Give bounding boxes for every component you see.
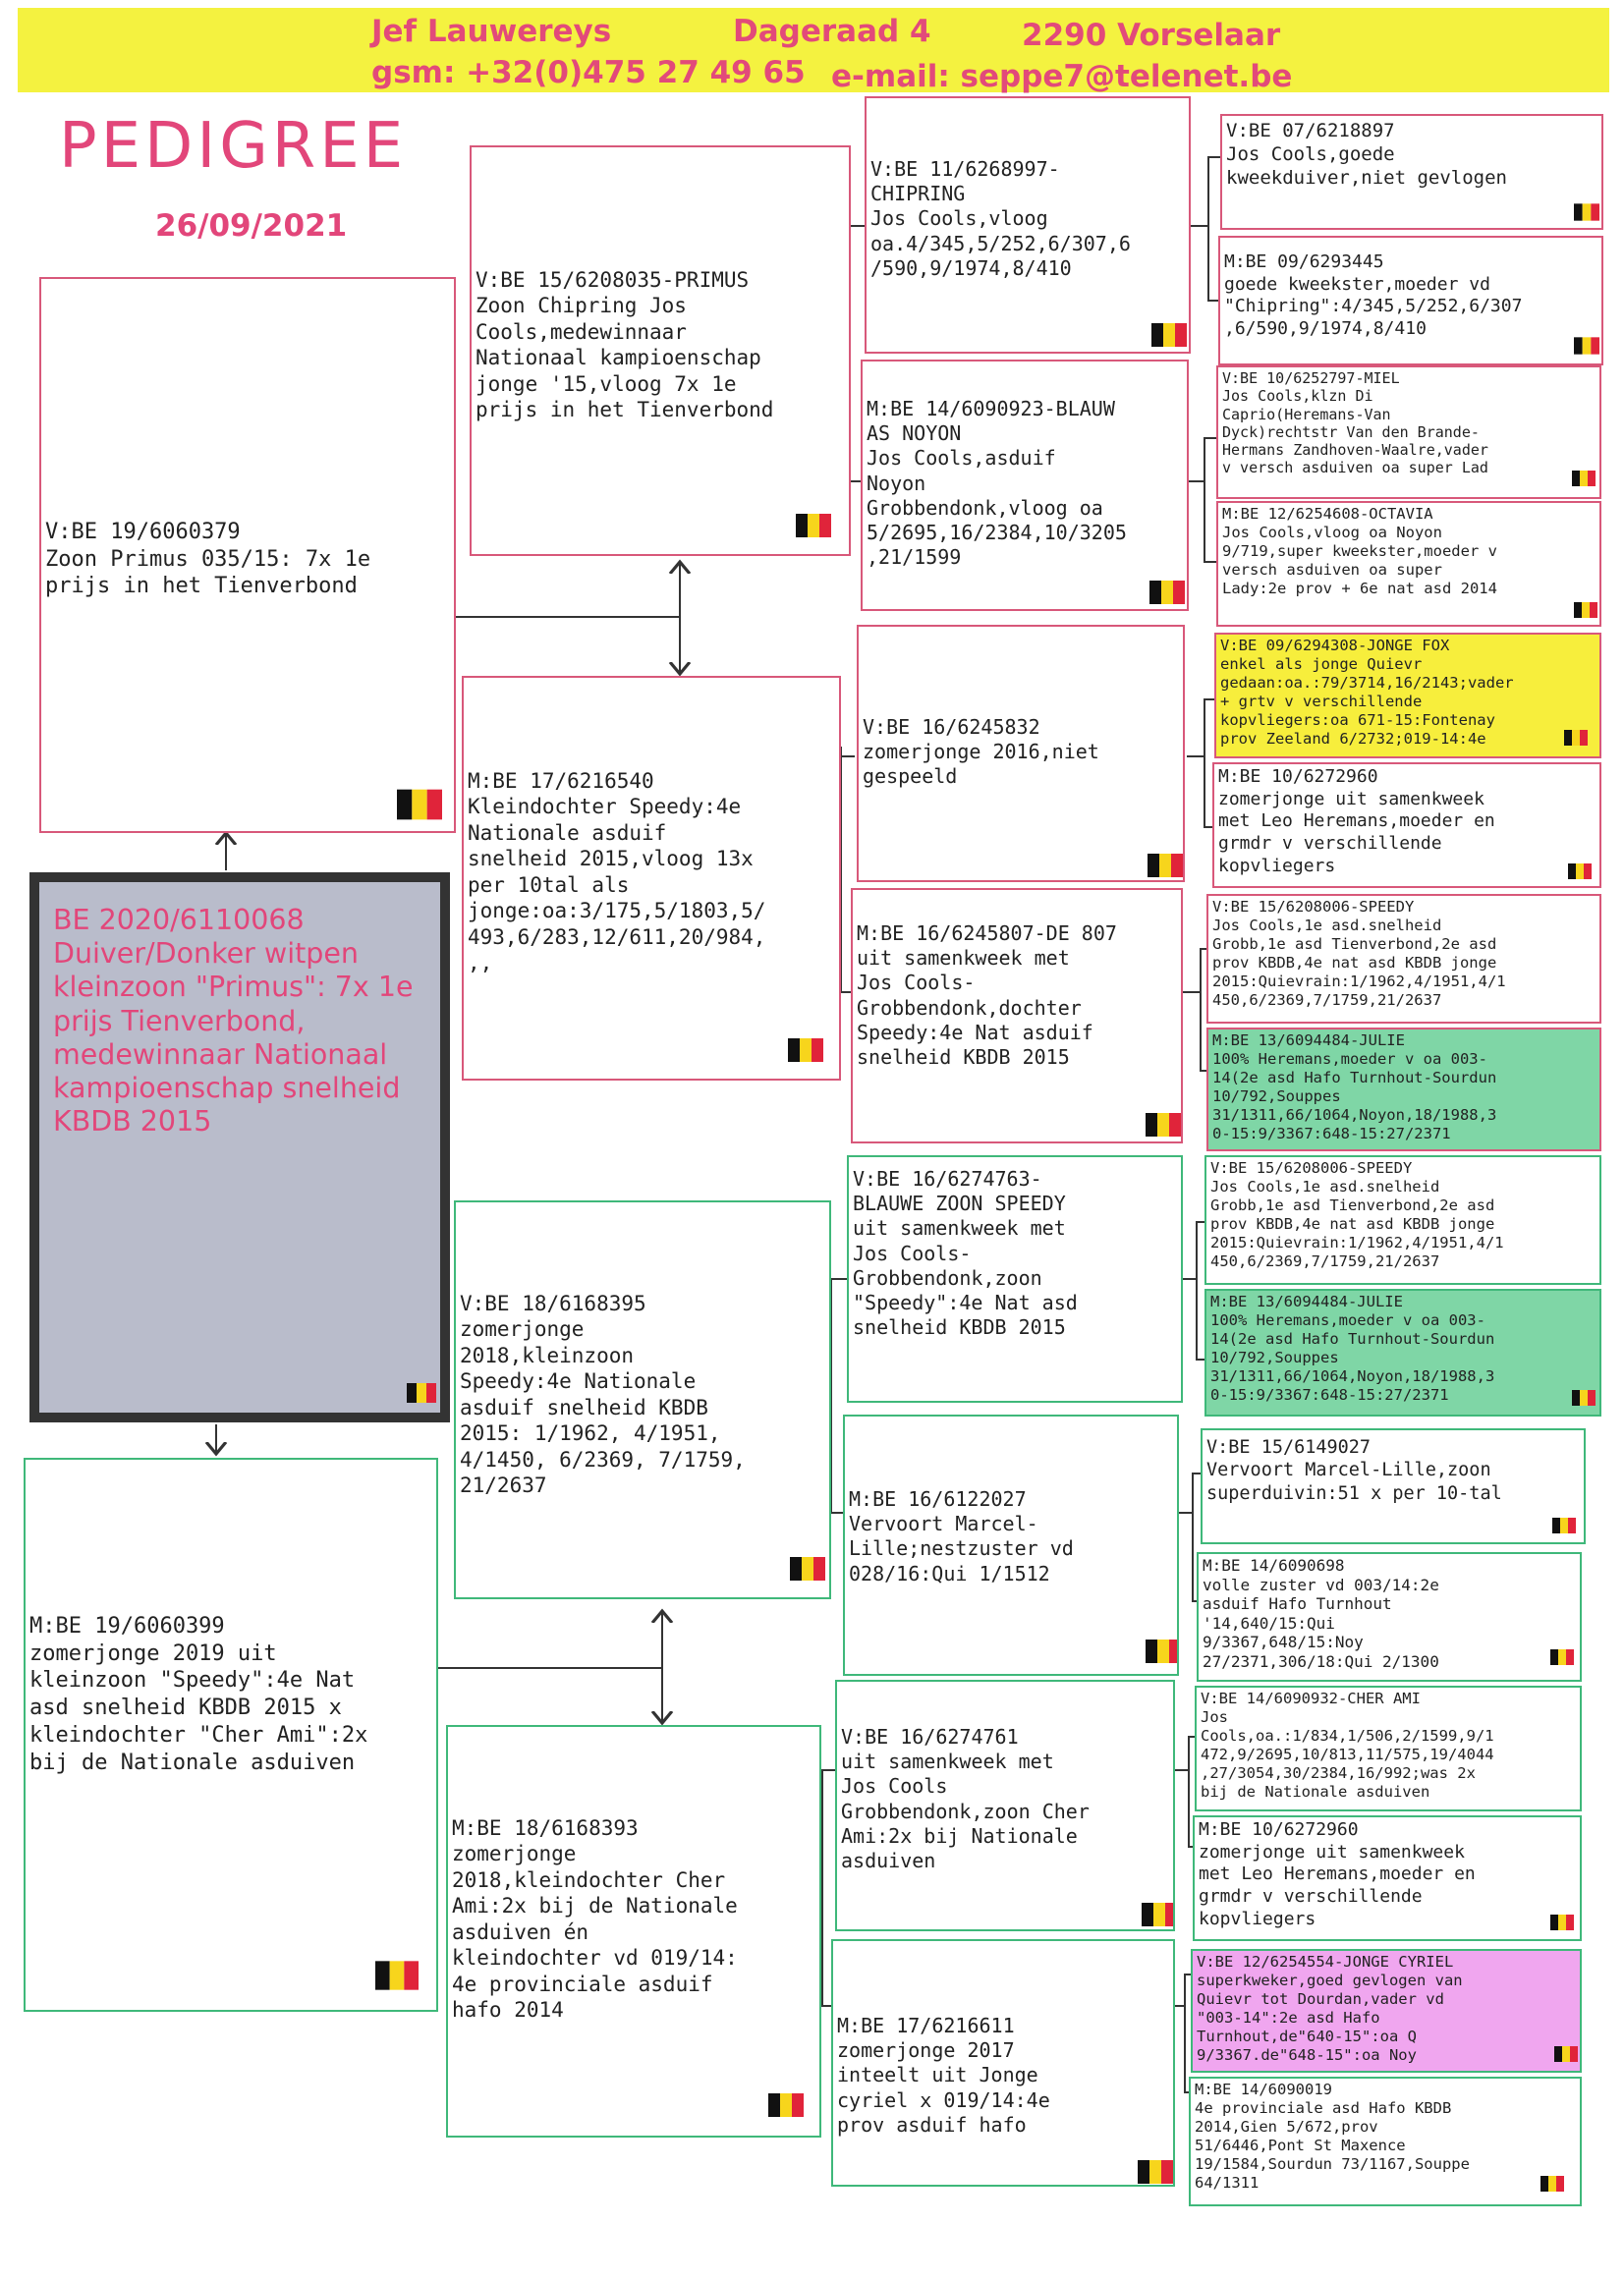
gen4-text-9: V:BE 15/6208006-SPEEDY Jos Cools,1e asd.snelheid Grobb,1e asd Tienverbond,2e asd prov KBDB,4e nat asd KBDB jonge 2015:Quievrain:1/1962,4/1951,4/1 450,6/2369,7/1759,21/2637 [1210, 1159, 1504, 1270]
belgium-flag-icon [1574, 601, 1597, 619]
belgium-flag-icon [790, 1556, 825, 1582]
belgium-flag-icon [1552, 1517, 1576, 1534]
gen3-text-3: V:BE 16/6245832 zomerjonge 2016,niet gespeeld [863, 715, 1099, 789]
belgium-flag-icon [407, 1381, 436, 1405]
gen4-box-2 [1218, 236, 1603, 365]
gen4-box-11 [1201, 1428, 1586, 1544]
gen2-box-4 [446, 1725, 821, 2138]
gen3-text-1: V:BE 11/6268997- CHIPRING Jos Cools,vloog oa.4/345,5/252,6/307,6 /590,9/1974,8/410 [870, 157, 1131, 280]
gen2-text-2: M:BE 17/6216540 Kleindochter Speedy:4e Nationale asduif snelheid 2015,vloog 13x per 10tal als jonge:oa:3/175,5/1803,5/ 493,6/283,12/611,20/984, ,, [468, 769, 766, 975]
gen4-box-5 [1214, 633, 1601, 758]
belgium-flag-icon [1149, 580, 1185, 605]
gen2-box-1 [470, 145, 851, 556]
breeder-phone: gsm: +32(0)475 27 49 65 [371, 55, 806, 90]
gen2-text-1: V:BE 15/6208035-PRIMUS Zoon Chipring Jos Cools,medewinnaar Nationaal kampioenschap jonge '15,vloog 7x 1e prijs in het Tienverbond [476, 268, 774, 422]
gen4-text-2: M:BE 09/6293445 goede kweekster,moeder vd "Chipring":4/345,5/252,6/307 ,6/590,9/1974,8/410 [1224, 251, 1523, 340]
gen4-text-4: M:BE 12/6254608-OCTAVIA Jos Cools,vloog oa Noyon 9/719,super kweekster,moeder v versch asduiven oa super Lady:2e prov + 6e nat asd 2014 [1222, 505, 1497, 597]
gen2-box-2 [462, 676, 841, 1081]
belgium-flag-icon [788, 1037, 823, 1063]
gen2-text-4: M:BE 18/6168393 zomerjonge 2018,kleindochter Cher Ami:2x bij de Nationale asduiven én kleindochter vd 019/14: 4e provinciale asduif hafo 2014 [452, 1816, 738, 2023]
gen4-text-7: V:BE 15/6208006-SPEEDY Jos Cools,1e asd.snelheid Grobb,1e asd Tienverbond,2e asd prov KBDB,4e nat asd KBDB jonge 2015:Quievrain:1/1962,4/1951,4/1 450,6/2369,7/1759,21/2637 [1212, 898, 1506, 1009]
gen2-text-3: V:BE 18/6168395 zomerjonge 2018,kleinzoon Speedy:4e Nationale asduif snelheid KBDB 2015: 1/1962, 4/1951, 4/1450, 6/2369, 7/1759, 21/2637 [460, 1292, 746, 1498]
gen3-box-3 [857, 625, 1185, 882]
gen4-text-5: V:BE 09/6294308-JONGE FOX enkel als jonge Quievr gedaan:oa.:79/3714,16/2143;vader + grtv v verschillende kopvliegers:oa 671-15:Fontenay prov Zeeland 6/2732;019-14:4e [1220, 637, 1514, 748]
belgium-flag-icon [1574, 336, 1599, 356]
gen3-box-8 [831, 1939, 1175, 2187]
belgium-flag-icon [1142, 1902, 1175, 1927]
gen4-box-4 [1216, 501, 1601, 627]
gen4-text-11: V:BE 15/6149027 Vervoort Marcel-Lille,zoon superduivin:51 x per 10-tal [1206, 1437, 1502, 1504]
belgium-flag-icon [768, 2092, 804, 2118]
dam-text: M:BE 19/6060399 zomerjonge 2019 uit kleinzoon "Speedy":4e Nat asd snelheid KBDB 2015 x kleindochter "Cher Ami":2x bij de Nationale asduiven [29, 1614, 368, 1775]
gen4-text-8: M:BE 13/6094484-JULIE 100% Heremans,moeder v oa 003- 14(2e asd Hafo Turnhout-Sourdun 10/792,Souppes 31/1311,66/1064,Noyon,18/1988,3 0-15:9/3367:648-15:27/2371 [1212, 1031, 1497, 1142]
gen4-box-7 [1206, 894, 1601, 1024]
gen4-box-8 [1206, 1028, 1601, 1151]
belgium-flag-icon [1146, 1639, 1179, 1664]
dam-box [24, 1458, 438, 2012]
belgium-flag-icon [796, 513, 831, 538]
breeder-email: e-mail: seppe7@telenet.be [831, 59, 1293, 94]
gen3-text-8: M:BE 17/6216611 zomerjonge 2017 inteelt uit Jonge cyriel x 019/14:4e prov asduif hafo [837, 2014, 1050, 2137]
gen4-text-13: V:BE 14/6090932-CHER AMI Jos Cools,oa.:1/834,1/506,2/1599,9/1 472,9/2695,10/813,11/575,19/4044 ,27/3054,30/2384,16/992;was 2x bij de Nationale asduiven [1201, 1690, 1494, 1801]
gen3-text-6: M:BE 16/6122027 Vervoort Marcel- Lille;nestzuster vd 028/16:Qui 1/1512 [849, 1487, 1074, 1585]
gen4-text-16: M:BE 14/6090019 4e provinciale asd Hafo KBDB 2014,Gien 5/672,prov 51/6446,Pont St Maxence 19/1584,Sourdun 73/1167,Souppe 64/1311 [1195, 2081, 1470, 2192]
gen4-text-6: M:BE 10/6272960 zomerjonge uit samenkweek met Leo Heremans,moeder en grmdr v verschillende kopvliegers [1218, 766, 1495, 876]
gen3-text-4: M:BE 16/6245807-DE 807 uit samenkweek met Jos Cools- Grobbendonk,dochter Speedy:4e Nat asduif snelheid KBDB 2015 [857, 921, 1117, 1069]
gen4-box-9 [1204, 1155, 1601, 1285]
gen4-text-3: V:BE 10/6252797-MIEL Jos Cools,klzn Di Caprio(Heremans-Van Dyck)rechtstr Van den Brande- Hermans Zandhoven-Waalre,vader v versch asduiven oa super Lad [1222, 369, 1488, 477]
gen3-box-2 [861, 360, 1189, 611]
sire-box [39, 277, 456, 833]
belgium-flag-icon [1148, 853, 1183, 878]
main-bird-text: BE 2020/6110068 Duiver/Donker witpen kleinzoon "Primus": 7x 1e prijs Tienverbond, medewinnaar Nationaal kampioenschap snelheid KBDB 2015 [53, 904, 414, 1139]
gen3-box-1 [865, 96, 1191, 354]
gen3-box-6 [843, 1415, 1179, 1676]
gen2-box-3 [454, 1200, 831, 1599]
breeder-city: 2290 Vorselaar [1022, 18, 1281, 53]
main-bird-box [29, 872, 450, 1422]
belgium-flag-icon [1572, 1389, 1596, 1407]
gen4-box-12 [1197, 1552, 1582, 1682]
gen4-box-15 [1191, 1949, 1582, 2073]
gen4-box-16 [1189, 2077, 1582, 2206]
belgium-flag-icon [1138, 2159, 1173, 2185]
belgium-flag-icon [1151, 322, 1187, 348]
gen3-text-2: M:BE 14/6090923-BLAUW AS NOYON Jos Cools,asduif Noyon Grobbendonk,vloog oa 5/2695,16/2384,10/3205 ,21/1599 [867, 397, 1127, 570]
belgium-flag-icon [1568, 862, 1592, 880]
gen4-box-1 [1220, 114, 1603, 230]
gen4-box-6 [1212, 762, 1601, 888]
belgium-flag-icon [1564, 729, 1588, 747]
gen4-box-13 [1195, 1686, 1582, 1811]
gen4-box-3 [1216, 365, 1601, 499]
belgium-flag-icon [1574, 202, 1599, 222]
gen4-text-10: M:BE 13/6094484-JULIE 100% Heremans,moeder v oa 003- 14(2e asd Hafo Turnhout-Sourdun 10/792,Souppes 31/1311,66/1064,Noyon,18/1988,3 0-15:9/3367:648-15:27/2371 [1210, 1293, 1495, 1404]
gen4-text-12: M:BE 14/6090698 volle zuster vd 003/14:2e asduif Hafo Turnhout '14,640/15:Qui 9/3367,648/15:Noy 27/2371,306/18:Qui 2/1300 [1203, 1556, 1439, 1671]
belgium-flag-icon [1550, 1648, 1574, 1666]
gen3-box-5 [847, 1155, 1183, 1403]
belgium-flag-icon [397, 788, 442, 821]
belgium-flag-icon [1550, 1914, 1574, 1931]
belgium-flag-icon [375, 1959, 419, 1992]
belgium-flag-icon [1572, 470, 1596, 487]
gen4-box-14 [1193, 1815, 1582, 1941]
gen3-text-5: V:BE 16/6274763- BLAUWE ZOON SPEEDY uit samenkweek met Jos Cools- Grobbendonk,zoon "Speedy":4e Nat asd snelheid KBDB 2015 [853, 1167, 1078, 1340]
belgium-flag-icon [1146, 1112, 1181, 1138]
gen3-text-7: V:BE 16/6274761 uit samenkweek met Jos Cools Grobbendonk,zoon Cher Ami:2x bij Nationale asduiven [841, 1725, 1090, 1872]
pedigree-date: 26/09/2021 [155, 208, 348, 244]
gen3-box-7 [835, 1680, 1175, 1931]
belgium-flag-icon [1554, 2045, 1578, 2063]
gen4-text-1: V:BE 07/6218897 Jos Cools,goede kweekduiver,niet gevlogen [1226, 120, 1507, 189]
breeder-street: Dageraad 4 [733, 14, 931, 49]
gen4-text-14: M:BE 10/6272960 zomerjonge uit samenkweek met Leo Heremans,moeder en grmdr v verschillende kopvliegers [1199, 1819, 1476, 1929]
breeder-name: Jef Lauwereys [371, 14, 612, 49]
page-title: PEDIGREE [59, 110, 408, 183]
gen4-box-10 [1204, 1289, 1601, 1417]
gen3-box-4 [851, 888, 1183, 1143]
gen4-text-15: V:BE 12/6254554-JONGE CYRIEL superkweker,goed gevlogen van Quievr tot Dourdan,vader vd "003-14":2e asd Hafo Turnhout,de"640-15":oa Q 9/3367.de"648-15":oa Noy [1197, 1953, 1463, 2064]
sire-text: V:BE 19/6060379 Zoon Primus 035/15: 7x 1e prijs in het Tienverbond [45, 520, 371, 599]
belgium-flag-icon [1540, 2175, 1564, 2193]
